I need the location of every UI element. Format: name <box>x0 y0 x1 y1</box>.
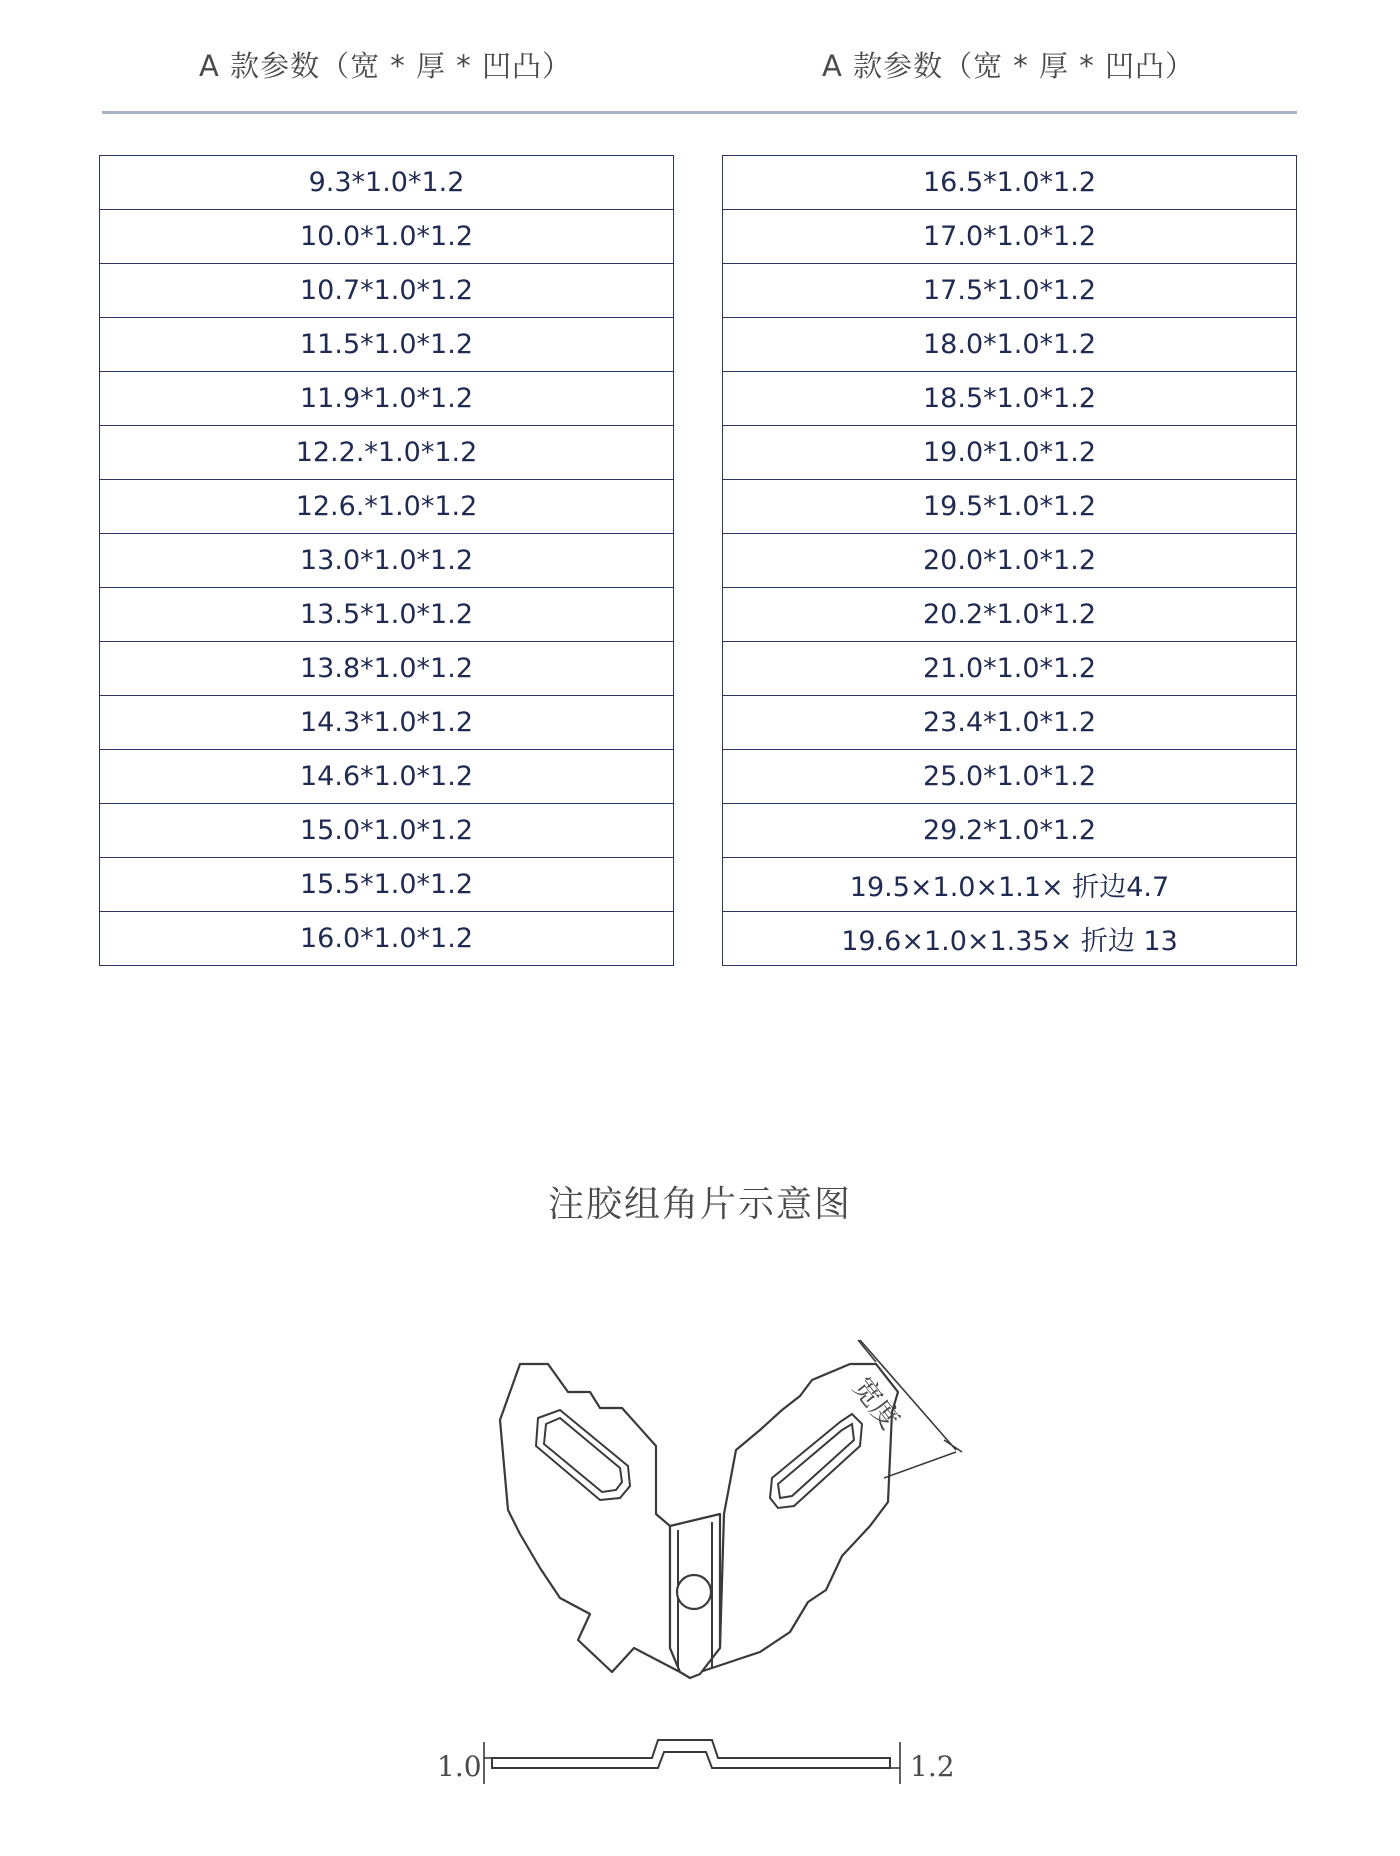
spec-cell: 14.3*1.0*1.2 <box>100 696 674 750</box>
table-row <box>723 642 1297 696</box>
table-row <box>723 480 1297 534</box>
table-row <box>723 912 1297 966</box>
diagram-title: 注胶组角片示意图 <box>547 1184 852 1225</box>
spec-cell: 18.0*1.0*1.2 <box>723 318 1297 372</box>
table-row <box>100 588 674 642</box>
spec-cell: 23.4*1.0*1.2 <box>723 696 1297 750</box>
table-row <box>100 372 674 426</box>
table-row <box>100 210 674 264</box>
table-row <box>100 156 674 210</box>
table-row <box>723 534 1297 588</box>
table-row <box>100 858 674 912</box>
table-row <box>100 264 674 318</box>
spec-cell: 19.6×1.0×1.35× 折边 13 <box>723 912 1297 966</box>
spec-cell: 17.0*1.0*1.2 <box>723 210 1297 264</box>
table-row <box>723 156 1297 210</box>
spec-cell: 13.0*1.0*1.2 <box>100 534 674 588</box>
table-row <box>100 480 674 534</box>
spec-cell: 16.0*1.0*1.2 <box>100 912 674 966</box>
spec-cell: 12.6.*1.0*1.2 <box>100 480 674 534</box>
thickness-label: 1.0 <box>437 1750 482 1783</box>
left-column-header: A 款参数（宽 * 厚 * 凹凸） <box>199 49 572 83</box>
table-row <box>723 858 1297 912</box>
spec-cell: 9.3*1.0*1.2 <box>100 156 674 210</box>
table-row <box>723 426 1297 480</box>
table-row <box>100 426 674 480</box>
spec-cell: 19.5×1.0×1.1× 折边4.7 <box>723 858 1297 912</box>
table-row <box>723 750 1297 804</box>
spec-cell: 19.5*1.0*1.2 <box>723 480 1297 534</box>
table-row <box>723 372 1297 426</box>
spec-cell: 21.0*1.0*1.2 <box>723 642 1297 696</box>
table-row <box>100 696 674 750</box>
spec-cell: 18.5*1.0*1.2 <box>723 372 1297 426</box>
table-row <box>723 696 1297 750</box>
header-divider <box>102 111 1297 114</box>
table-row <box>723 264 1297 318</box>
table-row <box>723 804 1297 858</box>
spec-cell: 15.5*1.0*1.2 <box>100 858 674 912</box>
table-row <box>723 588 1297 642</box>
corner-bracket-diagram <box>0 1300 1400 1856</box>
spec-cell: 14.6*1.0*1.2 <box>100 750 674 804</box>
spec-cell: 20.0*1.0*1.2 <box>723 534 1297 588</box>
right-spec-table <box>722 155 1297 966</box>
table-row <box>100 750 674 804</box>
table-row <box>100 642 674 696</box>
width-dimension-leader <box>884 1452 956 1478</box>
spec-cell: 19.0*1.0*1.2 <box>723 426 1297 480</box>
table-row <box>723 318 1297 372</box>
width-label: 宽度 <box>846 1371 907 1436</box>
dim-ext-top <box>858 1340 876 1362</box>
spec-cell: 11.9*1.0*1.2 <box>100 372 674 426</box>
left-spec-table <box>99 155 674 966</box>
spec-cell: 16.5*1.0*1.2 <box>723 156 1297 210</box>
table-row <box>100 912 674 966</box>
table-row <box>723 210 1297 264</box>
table-row <box>100 534 674 588</box>
center-hole <box>677 1575 711 1609</box>
right-column-header: A 款参数（宽 * 厚 * 凹凸） <box>822 49 1195 83</box>
spec-cell: 10.0*1.0*1.2 <box>100 210 674 264</box>
spec-cell: 17.5*1.0*1.2 <box>723 264 1297 318</box>
spec-cell: 12.2.*1.0*1.2 <box>100 426 674 480</box>
spec-cell: 20.2*1.0*1.2 <box>723 588 1297 642</box>
spec-cell: 10.7*1.0*1.2 <box>100 264 674 318</box>
table-row <box>100 804 674 858</box>
spec-cell: 13.8*1.0*1.2 <box>100 642 674 696</box>
emboss-label: 1.2 <box>910 1750 955 1783</box>
spec-cell: 15.0*1.0*1.2 <box>100 804 674 858</box>
spec-cell: 13.5*1.0*1.2 <box>100 588 674 642</box>
side-profile <box>492 1740 890 1768</box>
left-wing-outline <box>500 1364 680 1672</box>
table-row <box>100 318 674 372</box>
spec-cell: 29.2*1.0*1.2 <box>723 804 1297 858</box>
spec-cell: 11.5*1.0*1.2 <box>100 318 674 372</box>
spec-cell: 25.0*1.0*1.2 <box>723 750 1297 804</box>
